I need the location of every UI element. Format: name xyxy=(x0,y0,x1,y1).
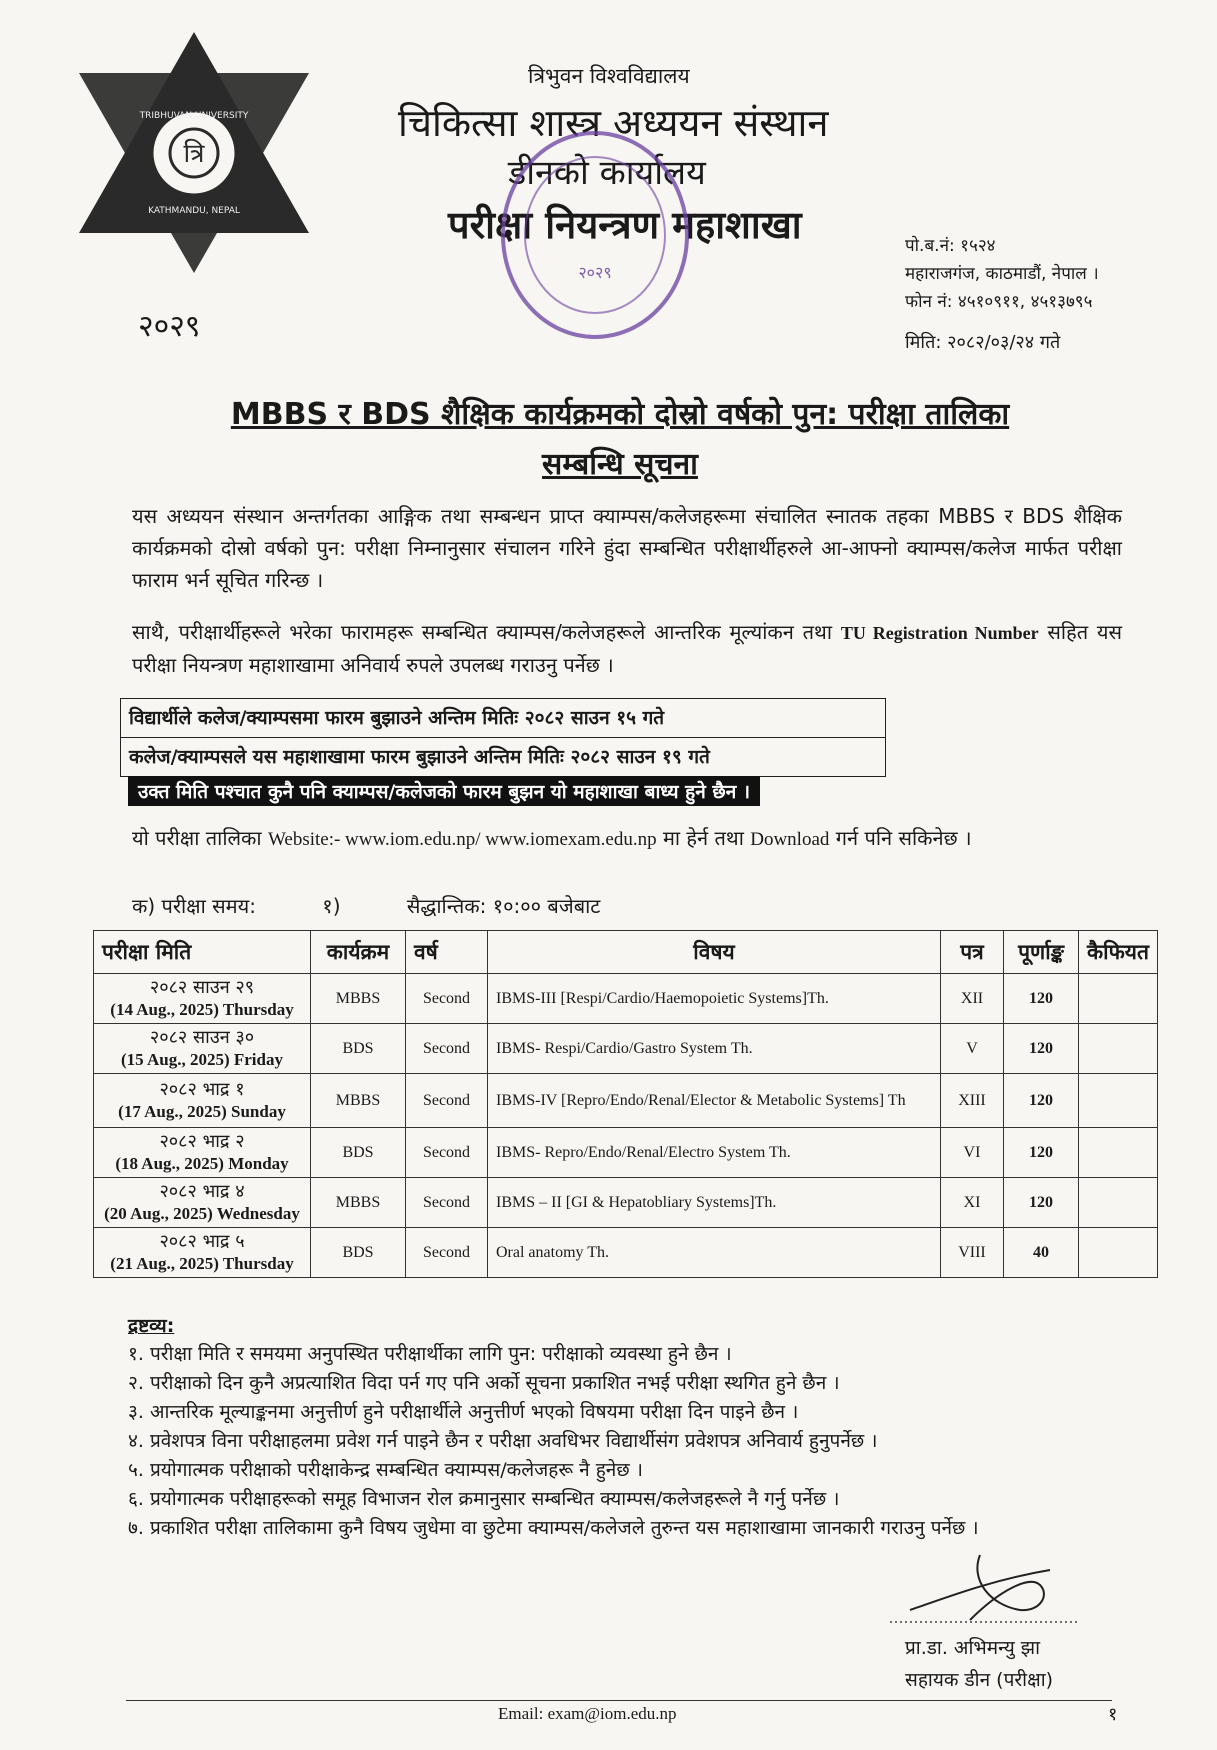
svg-text:KATHMANDU, NEPAL: KATHMANDU, NEPAL xyxy=(148,206,240,216)
paper-cell: XII xyxy=(941,974,1004,1024)
branch-name: परीक्षा नियन्त्रण महाशाखा xyxy=(448,203,802,247)
subject-cell: IBMS-IV [Repro/Endo/Renal/Elector & Metabolic Systems] Th xyxy=(488,1074,941,1128)
date-english: (14 Aug., 2025) Thursday xyxy=(110,999,294,1019)
signature xyxy=(870,1550,1100,1630)
col-program: कार्यक्रम xyxy=(311,931,406,974)
program-cell: MBBS xyxy=(311,974,406,1024)
remarks-cell xyxy=(1079,1228,1158,1278)
subject-cell: IBMS- Respi/Cardio/Gastro System Th. xyxy=(488,1024,941,1074)
year-cell: Second xyxy=(406,1024,488,1074)
deadline-colleges: कलेज/क्याम्पसले यस महाशाखामा फारम बुझाउने अन्तिम मितिः २०८२ साउन १९ गते xyxy=(121,737,885,776)
program-cell: BDS xyxy=(311,1228,406,1278)
paper-cell: XI xyxy=(941,1178,1004,1228)
year-cell: Second xyxy=(406,1128,488,1178)
paper-cell: VIII xyxy=(941,1228,1004,1278)
note-item: ४. प्रवेशपत्र विना परीक्षाहलमा प्रवेश गर्न पाइने छैन र परीक्षा अवधिभर विद्यार्थीसंग प्रवेशपत्र अनिवार्य हुनुपर्नेछ । xyxy=(128,1430,878,1452)
full-marks-cell: 120 xyxy=(1004,1178,1079,1228)
signer-name: प्रा.डा. अभिमन्यु झा xyxy=(905,1637,1041,1659)
stamp-year: २०२९ xyxy=(578,263,612,282)
date-english: (20 Aug., 2025) Wednesday xyxy=(104,1203,300,1223)
date-nepali: २०८२ भाद्र १ xyxy=(159,1078,245,1100)
table-row xyxy=(94,1128,1158,1178)
po-box: पो.ब.नं: १५२४ xyxy=(905,236,996,256)
notes-heading: द्रष्टव्य: xyxy=(128,1315,175,1337)
remarks-cell xyxy=(1079,1074,1158,1128)
date-nepali: २०८२ साउन २९ xyxy=(149,976,255,998)
remarks-cell xyxy=(1079,1178,1158,1228)
logo-year: २०२९ xyxy=(138,309,201,344)
signer-block xyxy=(905,1632,1053,1696)
date-english: (21 Aug., 2025) Thursday xyxy=(110,1253,294,1273)
website-pre: यो परीक्षा तालिका xyxy=(132,826,262,850)
warning-banner: उक्त मिति पश्चात कुनै पनि क्याम्पस/कलेजको फारम बुझन यो महाशाखा बाध्य हुने छैन । xyxy=(128,776,760,806)
table-row xyxy=(94,1074,1158,1128)
table-header-row xyxy=(94,931,1158,974)
download-text: Download xyxy=(750,829,830,850)
program-cell: MBBS xyxy=(311,1074,406,1128)
col-subject: विषय xyxy=(488,931,941,974)
date-nepali: २०८२ भाद्र ५ xyxy=(159,1230,245,1252)
program-cell: BDS xyxy=(311,1128,406,1178)
office-stamp xyxy=(490,120,700,350)
svg-text:त्रि: त्रि xyxy=(183,139,205,169)
date-english: (18 Aug., 2025) Monday xyxy=(115,1153,289,1173)
intro-paragraph: यस अध्ययन संस्थान अन्तर्गतका आङ्गिक तथा सम्बन्धन प्राप्त क्याम्पस/कलेजहरूमा संचालित स्नातक तहका MBBS र BDS शैक्षिक कार्यक्रमको दोस्रो वर्षको पुन: परीक्षा निम्नानुसार संचालन गरिने हुंदा सम्बन्धित परीक्षार्थीहरुले आ-आफ्नो क्याम्पस/कलेज मार्फत परीक्षा फाराम भर्न सूचित गरिन्छ । xyxy=(132,504,1122,592)
note-item: २. परीक्षाको दिन कुनै अप्रत्याशित विदा पर्न गए पनि अर्को सूचना प्रकाशित नभई परीक्षा स्थगित हुने छैन । xyxy=(128,1372,840,1394)
footer-email[interactable]: Email: exam@iom.edu.np xyxy=(498,1704,677,1723)
table-row xyxy=(94,1228,1158,1278)
date-nepali: २०८२ साउन ३० xyxy=(149,1026,255,1048)
date-nepali: २०८२ भाद्र २ xyxy=(159,1130,245,1152)
exam-schedule-table xyxy=(93,930,1158,1278)
year-cell: Second xyxy=(406,1074,488,1128)
website-post: गर्न पनि सकिनेछ । xyxy=(835,826,972,850)
full-marks-cell: 120 xyxy=(1004,974,1079,1024)
office-name: डीनको कार्यालय xyxy=(508,153,706,193)
para2-post: सहित यस परीक्षा नियन्त्रण महाशाखामा अनिवार्य रुपले उपलब्ध गराउनु पर्नेछ । xyxy=(132,620,1123,677)
para2-pre: साथै, परीक्षार्थीहरूले भरेका फारामहरू सम्बन्धित क्याम्पस/कलेजहरूले आन्तरिक मूल्यांकन तथा xyxy=(132,620,833,644)
exam-date-cell xyxy=(94,974,311,1024)
year-cell: Second xyxy=(406,974,488,1024)
website-mid: मा हेर्न तथा xyxy=(662,826,744,850)
remarks-cell xyxy=(1079,1128,1158,1178)
col-paper: पत्र xyxy=(941,931,1004,974)
tu-registration: TU Registration Number xyxy=(840,623,1039,643)
paper-cell: VI xyxy=(941,1128,1004,1178)
date-english: (15 Aug., 2025) Friday xyxy=(121,1049,283,1069)
program-cell: BDS xyxy=(311,1024,406,1074)
time-value: सैद्धान्तिक: १०:०० बजेबाट xyxy=(406,894,601,918)
exam-date-cell xyxy=(94,1178,311,1228)
remarks-cell xyxy=(1079,1024,1158,1074)
full-marks-cell: 120 xyxy=(1004,1024,1079,1074)
institute-logo xyxy=(44,28,344,298)
office-address xyxy=(905,232,1099,316)
subject-cell: IBMS-III [Respi/Cardio/Haemopoietic Systems]Th. xyxy=(488,974,941,1024)
registration-paragraph xyxy=(132,616,1122,681)
notice-title: MBBS र BDS शैक्षिक कार्यक्रमको दोस्रो वर्षको पुन: परीक्षा तालिका xyxy=(230,397,1010,432)
notice-subtitle: सम्बन्धि सूचना xyxy=(542,447,698,482)
website-line xyxy=(132,822,1122,856)
paper-cell: V xyxy=(941,1024,1004,1074)
table-row xyxy=(94,1024,1158,1074)
note-item: ६. प्रयोगात्मक परीक्षाहरूको समूह विभाजन रोल क्रमानुसार सम्बन्धित क्याम्पस/कलेजहरूले नै गर्नु पर्नेछ । xyxy=(128,1488,840,1510)
paper-cell: XIII xyxy=(941,1074,1004,1128)
location: महाराजगंज, काठमाडौं, नेपाल । xyxy=(905,264,1099,284)
note-item: १. परीक्षा मिति र समयमा अनुपस्थित परीक्षार्थीका लागि पुन: परीक्षाको व्यवस्था हुने छैन । xyxy=(128,1343,732,1365)
subject-cell: IBMS – II [GI & Hepatobliary Systems]Th. xyxy=(488,1178,941,1228)
university-name: त्रिभुवन विश्वविद्यालय xyxy=(528,64,690,88)
col-date: परीक्षा मिति xyxy=(94,931,311,974)
page-number: १ xyxy=(1108,1704,1118,1725)
note-item: ७. प्रकाशित परीक्षा तालिकामा कुनै विषय जुधेमा वा छुटेमा क्याम्पस/कलेजले तुरुन्त यस महाशाखामा जानकारी गराउनु पर्नेछ । xyxy=(128,1517,979,1539)
full-marks-cell: 120 xyxy=(1004,1128,1079,1178)
deadline-box xyxy=(120,698,886,777)
note-item: ५. प्रयोगात्मक परीक्षाको परीक्षाकेन्द्र सम्बन्धित क्याम्पस/कलेजहरू नै हुनेछ । xyxy=(128,1459,643,1481)
date-english: (17 Aug., 2025) Sunday xyxy=(118,1101,286,1121)
time-num: १) xyxy=(322,894,341,918)
table-row xyxy=(94,1178,1158,1228)
website-link[interactable]: Website:- www.iom.edu.np/ www.iomexam.edu.np xyxy=(267,829,657,850)
full-marks-cell: 40 xyxy=(1004,1228,1079,1278)
year-cell: Second xyxy=(406,1178,488,1228)
exam-date-cell xyxy=(94,1074,311,1128)
full-marks-cell: 120 xyxy=(1004,1074,1079,1128)
time-label: क) परीक्षा समय: xyxy=(132,894,256,918)
col-remarks: कैफियत xyxy=(1079,931,1158,974)
institute-name: चिकित्सा शास्त्र अध्ययन संस्थान xyxy=(398,101,829,145)
note-item: ३. आन्तरिक मूल्याङ्कनमा अनुत्तीर्ण हुने परीक्षार्थीले अनुत्तीर्ण भएको विषयमा परीक्षा दिन पाइने छैन । xyxy=(128,1401,799,1423)
footer-rule xyxy=(126,1700,1112,1701)
remarks-cell xyxy=(1079,974,1158,1024)
notice-date: मिति: २०८२/०३/२४ गते xyxy=(905,332,1061,353)
program-cell: MBBS xyxy=(311,1178,406,1228)
exam-time xyxy=(132,892,660,919)
svg-text:TRIBHUVAN UNIVERSITY: TRIBHUVAN UNIVERSITY xyxy=(139,111,249,121)
col-full-marks: पूर्णाङ्क xyxy=(1004,931,1079,974)
signer-role: सहायक डीन (परीक्षा) xyxy=(905,1669,1054,1691)
phone: फोन नं: ४५१०९११, ४५१३७९५ xyxy=(905,292,1093,312)
deadline-students: विद्यार्थीले कलेज/क्याम्पसमा फारम बुझाउने अन्तिम मितिः २०८२ साउन १५ गते xyxy=(129,707,665,729)
exam-date-cell xyxy=(94,1128,311,1178)
notes-list xyxy=(128,1340,1128,1543)
subject-cell: IBMS- Repro/Endo/Renal/Electro System Th. xyxy=(488,1128,941,1178)
exam-date-cell xyxy=(94,1024,311,1074)
table-row xyxy=(94,974,1158,1024)
date-nepali: २०८२ भाद्र ४ xyxy=(159,1180,245,1202)
subject-cell: Oral anatomy Th. xyxy=(488,1228,941,1278)
exam-date-cell xyxy=(94,1228,311,1278)
col-year: वर्ष xyxy=(406,931,488,974)
year-cell: Second xyxy=(406,1228,488,1278)
